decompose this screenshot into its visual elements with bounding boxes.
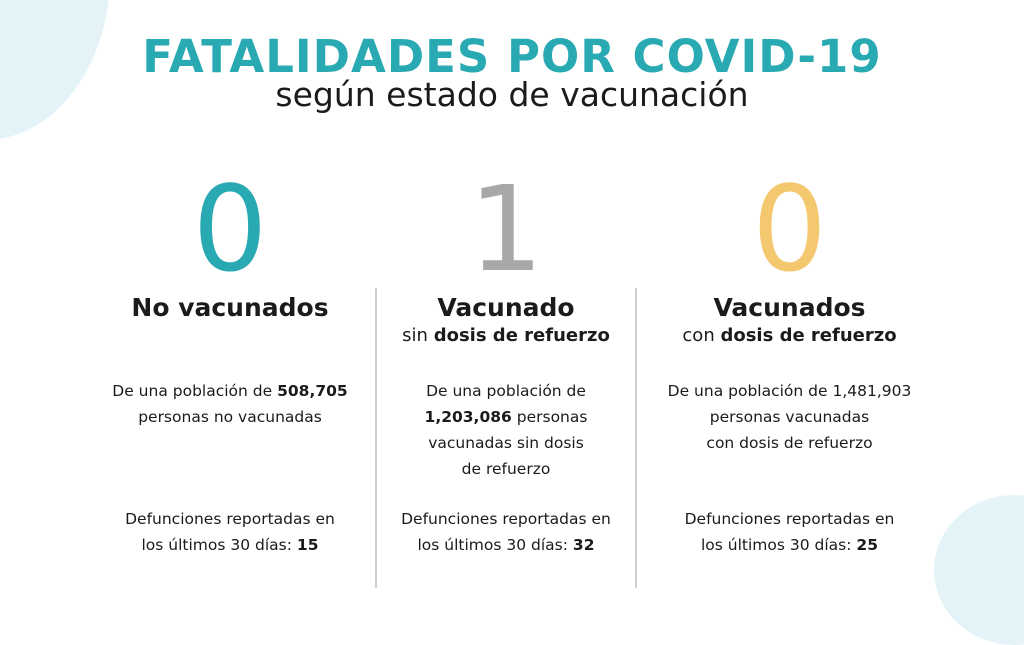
sublabel-prefix: sin (402, 325, 434, 346)
population-text (85, 378, 375, 430)
column-vaccinated-no-booster (377, 160, 635, 554)
population-suffix: personas no vacunadas (138, 408, 322, 426)
population-line-4: de refuerzo (461, 460, 551, 478)
fatality-count: 0 (751, 160, 828, 298)
deaths-line-1: Defunciones reportadas en (401, 510, 611, 528)
column-sublabel (377, 324, 635, 348)
column-label: Vacunado (437, 293, 575, 322)
population-prefix: De una población de (426, 382, 586, 400)
deaths-text (377, 506, 635, 558)
deaths-line-2: los últimos 30 días: (141, 536, 297, 554)
fatality-count: 0 (192, 160, 268, 298)
page-subtitle: según estado de vacunación (275, 75, 749, 114)
population-line-3: vacunadas sin dosis (428, 434, 584, 452)
deaths-line-1: Defunciones reportadas en (125, 510, 335, 528)
population-line-3: con dosis de refuerzo (706, 434, 873, 452)
population-suffix: personas (511, 408, 588, 426)
column-label: Vacunados (713, 293, 866, 322)
deaths-text (85, 506, 375, 558)
population-value: 508,705 (277, 382, 348, 400)
population-value: 1,203,086 (424, 408, 512, 426)
column-unvaccinated (85, 160, 375, 554)
population-line-2: personas vacunadas (709, 408, 870, 426)
deaths-line-2: los últimos 30 días: (417, 536, 573, 554)
column-label: No vacunados (131, 293, 329, 322)
column-sublabel (637, 324, 942, 348)
population-text (377, 378, 635, 482)
sublabel-prefix: con (682, 325, 721, 346)
fatality-count: 1 (468, 160, 544, 298)
population-line-1: De una población de 1,481,903 (667, 382, 912, 400)
deaths-value: 25 (856, 536, 878, 554)
population-text (637, 378, 942, 456)
deaths-line-1: Defunciones reportadas en (684, 510, 895, 528)
sublabel-bold: dosis de refuerzo (433, 325, 610, 346)
population-prefix: De una población de (112, 382, 278, 400)
deaths-value: 32 (572, 536, 595, 554)
page-title: FATALIDADES POR COVID-19 (142, 30, 882, 83)
deaths-text (637, 506, 942, 558)
deaths-line-2: los últimos 30 días: (701, 536, 857, 554)
column-vaccinated-with-booster (637, 160, 942, 554)
deaths-value: 15 (296, 536, 319, 554)
sublabel-bold: dosis de refuerzo (720, 325, 897, 346)
background-blob-bottom-right (934, 495, 1024, 645)
